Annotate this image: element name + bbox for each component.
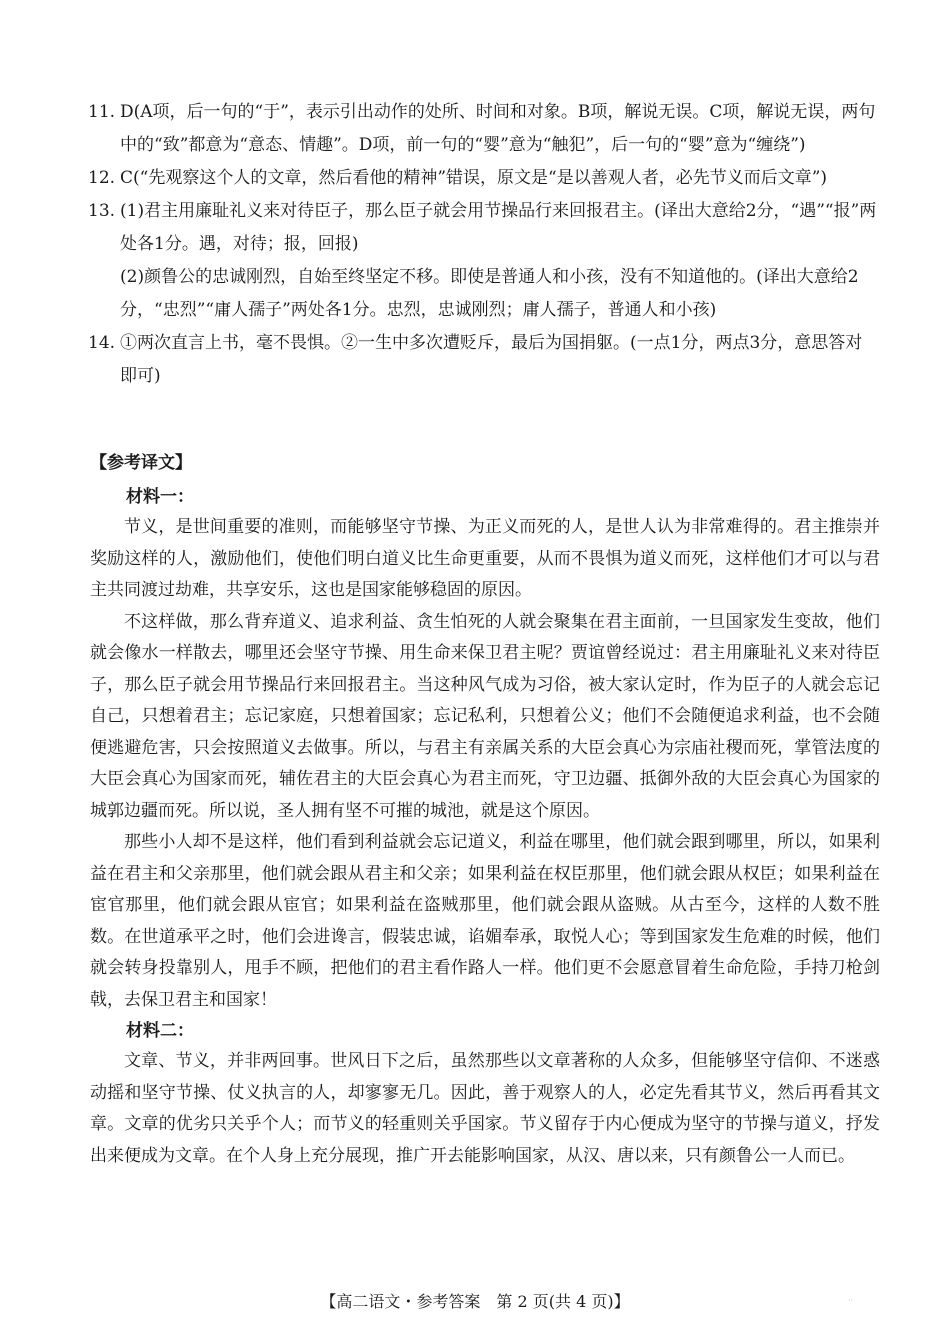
material-2-title: 材料二：: [126, 1021, 194, 1041]
translation-body: [90, 482, 880, 1172]
answer-text: C(“先观察这个人的文章，然后看他的精神”错误，原文是“是以善观人者，必先节义而后文章”): [120, 168, 828, 188]
translation-heading: 【参考译文】: [90, 453, 192, 473]
answer-13: [88, 195, 878, 261]
answer-number: 14.: [88, 333, 116, 353]
material-1-title: 材料一：: [126, 487, 194, 507]
answer-12: [88, 162, 878, 195]
page-footer: 【高二语文・参考答案 第 2 页(共 4 页)】: [320, 1292, 630, 1311]
answer-number: 11.: [88, 102, 116, 122]
answer-11: [88, 96, 878, 162]
answer-list: [88, 96, 878, 393]
material-2-paragraph: 文章、节义，并非两回事。世风日下之后，虽然那些以文章著称的人众多，但能够坚守信仰、不迷惑动摇和坚守节操、仗义执言的人，却寥寥无几。因此，善于观察人的人，必定先看其节义，然后再看其文章。文章的优劣只关乎个人；而节义的轻重则关乎国家。节义留存于内心便成为坚守的节操与道义，抒发出来便成为文章。在个人身上充分展现，推广开去能影响国家，从汉、唐以来，只有颜鲁公一人而已。: [90, 1051, 880, 1166]
answer-text: (1)君主用廉耻礼义来对待臣子，那么臣子就会用节操品行来回报君主。(译出大意给2分，“遇”“报”两处各1分。遇，对待；报，回报): [120, 201, 877, 254]
answer-14: [88, 327, 878, 393]
answer-13-part-2: (2)颜鲁公的忠诚刚烈，自始至终坚定不移。即使是普通人和小孩，没有不知道他的。(译出大意给2分，“忠烈”“庸人孺子”两处各1分。忠烈，忠诚刚烈；庸人孺子，普通人和小孩): [120, 267, 859, 320]
answer-text: ①两次直言上书，毫不畏惧。②一生中多次遭贬斥，最后为国捐躯。(一点1分，两点3分，意思答对即可): [120, 333, 863, 386]
material-1-paragraph: 那些小人却不是这样，他们看到利益就会忘记道义，利益在哪里，他们就会跟到哪里，所以，如果利益在君主和父亲那里，他们就会跟从君主和父亲；如果利益在权臣那里，他们就会跟从权臣；如果利益在宦官那里，他们就会跟从宦官；如果利益在盗贼那里，他们就会跟从盗贼。从古至今，这样的人数不胜数。在世道承平之时，他们会进谗言，假装忠诚，谄媚奉承，取悦人心；等到国家发生危难的时候，他们就会转身投靠别人，甩手不顾，把他们的君主看作路人一样。他们更不会愿意冒着生命危险，手持刀枪剑戟，去保卫君主和国家！: [90, 832, 880, 1010]
corner-mark: ··: [848, 1296, 854, 1305]
material-1-paragraph: 节义，是世间重要的准则，而能够坚守节操、为正义而死的人，是世人认为非常难得的。君主推崇并奖励这样的人，激励他们，使他们明白道义比生命更重要，从而不畏惧为道义而死，这样他们才可以与君主共同渡过劫难，共享安乐，这也是国家能够稳固的原因。: [90, 517, 880, 600]
answer-number: 12.: [88, 168, 116, 188]
answer-number: 13.: [88, 201, 116, 221]
answer-text: D(A项，后一句的“于”，表示引出动作的处所、时间和对象。B项，解说无误。C项，解说无误，两句中的“致”都意为“意态、情趣”。D项，前一句的“婴”意为“触犯”，后一句的“婴”意为“缠绕”): [120, 102, 876, 155]
material-1-paragraph: 不这样做，那么背弃道义、追求利益、贪生怕死的人就会聚集在君主面前，一旦国家发生变故，他们就会像水一样散去，哪里还会坚守节操、用生命来保卫君主呢？贾谊曾经说过：君主用廉耻礼义来对待臣子，那么臣子就会用节操品行来回报君主。当这种风气成为习俗，被大家认定时，作为臣子的人就会忘记自己，只想着君主；忘记家庭，只想着国家；忘记私利，只想着公义；他们不会随便追求利益，也不会随便逃避危害，只会按照道义去做事。所以，与君主有亲属关系的大臣会真心为宗庙社稷而死，掌管法度的大臣会真心为国家而死，辅佐君主的大臣会真心为君主而死，守卫边疆、抵御外敌的大臣会真心为国家的城郭边疆而死。所以说，圣人拥有坚不可摧的城池，就是这个原因。: [90, 611, 880, 821]
